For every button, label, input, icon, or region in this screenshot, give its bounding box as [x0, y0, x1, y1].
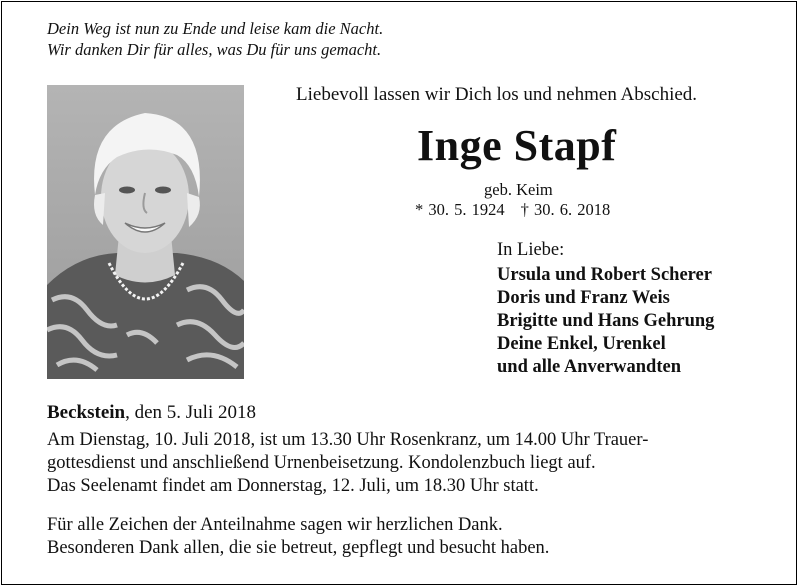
thanks-text	[47, 514, 549, 560]
deceased-name: Inge Stapf	[417, 121, 617, 170]
mourner-line: Deine Enkel, Urenkel	[497, 334, 666, 354]
portrait-photo	[47, 85, 244, 379]
mourner-line: Brigitte und Hans Gehrung	[497, 311, 715, 331]
birth-date: * 30. 5. 1924	[415, 200, 505, 219]
motto-line: Dein Weg ist nun zu Ende und leise kam die Nacht.	[47, 19, 384, 38]
mourners-list	[497, 264, 714, 379]
service-info	[47, 429, 648, 498]
service-info-line: Am Dienstag, 10. Juli 2018, ist um 13.30 Uhr Rosenkranz, um 14.00 Uhr Trauer-	[47, 430, 649, 450]
portrait-illustration	[47, 85, 244, 379]
motto-line: Wir danken Dir für alles, was Du für uns gemacht.	[47, 40, 382, 59]
mourner-line: und alle Anverwandten	[497, 357, 682, 377]
death-date: † 30. 6. 2018	[520, 200, 611, 219]
place-name: Beckstein	[47, 402, 126, 423]
notice-date: , den 5. Juli 2018	[125, 402, 256, 423]
farewell-line: Liebevoll lassen wir Dich los und nehmen Abschied.	[296, 84, 698, 105]
place-and-date	[47, 402, 256, 424]
life-dates	[415, 200, 610, 220]
mourner-line: Doris und Franz Weis	[497, 288, 670, 308]
motto-verse	[47, 18, 383, 60]
service-info-line: gottesdienst und anschließend Urnenbeisetzung. Kondolenzbuch liegt auf.	[47, 453, 596, 473]
thanks-line: Besonderen Dank allen, die sie betreut, gepflegt und besucht haben.	[47, 538, 550, 558]
thanks-line: Für alle Zeichen der Anteilnahme sagen wir herzlichen Dank.	[47, 515, 503, 535]
mourner-line: Ursula und Robert Scherer	[497, 265, 712, 285]
service-info-line: Das Seelenamt findet am Donnerstag, 12. Juli, um 18.30 Uhr statt.	[47, 476, 539, 496]
maiden-name: geb. Keim	[484, 180, 553, 199]
mourners-intro: In Liebe:	[497, 240, 565, 260]
